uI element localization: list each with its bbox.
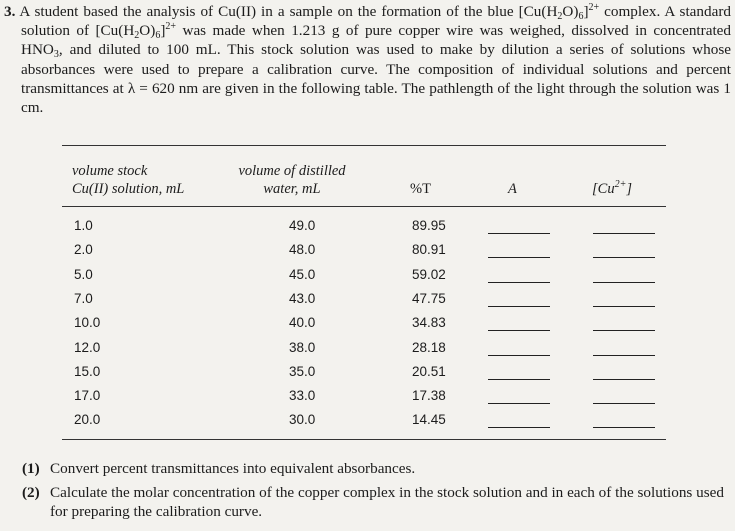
subscript: 2 [134, 30, 140, 42]
question-item [22, 459, 734, 478]
problem-text-part: O) [562, 3, 579, 20]
table-row [62, 388, 666, 412]
question-text: Convert percent transmittances into equivalent absorbances. [50, 460, 416, 477]
table-row [62, 364, 666, 388]
absorbance-answer-blank[interactable] [488, 330, 550, 331]
table-row [62, 218, 666, 242]
subscript: 3 [53, 49, 59, 61]
cell-water-volume: 40.0 [289, 315, 316, 331]
problem-text-part: complex. A standard solution of [Cu(H [21, 3, 731, 40]
header-line: volume of distilled [238, 163, 346, 179]
absorbance-answer-blank[interactable] [488, 379, 550, 380]
concentration-answer-blank[interactable] [593, 282, 655, 283]
header-line: volume stock [72, 163, 148, 179]
header-absorbance: A [508, 181, 517, 197]
superscript: 2+ [588, 2, 600, 13]
question-number: (2) [22, 484, 40, 502]
superscript: 2+ [614, 179, 627, 190]
table-row [62, 291, 666, 315]
table-row [62, 315, 666, 339]
cell-stock-volume: 5.0 [74, 266, 93, 282]
header-part: [Cu [592, 181, 615, 197]
absorbance-answer-blank[interactable] [488, 233, 550, 234]
subscript: 2 [557, 11, 563, 22]
cell-stock-volume: 2.0 [74, 242, 93, 258]
problem-text-part: , and diluted to 100 mL. This stock solution was used to make by dilution a series of solutions whose absorbances were used to prepare a calibration curve. The composition of individual solutions and percent transmittances at λ = 620 nm are given in the following table. The pathlength of the light through the solution was 1 cm. [21, 41, 731, 117]
header-line: water, mL [263, 181, 321, 197]
problem-text-part: was made when 1.213 g of pure copper wire was weighed, dissolved in concentrated HNO [21, 22, 731, 59]
concentration-answer-blank[interactable] [593, 355, 655, 356]
problem-text-part: ] [583, 3, 589, 20]
problem-number: 3. [4, 3, 16, 20]
subscript: 6 [155, 30, 161, 42]
header-concentration [592, 180, 632, 198]
cell-stock-volume: 20.0 [74, 412, 101, 428]
cell-water-volume: 30.0 [289, 412, 316, 428]
concentration-answer-blank[interactable] [593, 403, 655, 404]
table-bottom-rule [62, 439, 666, 440]
absorbance-answer-blank[interactable] [488, 282, 550, 283]
subscript: 6 [578, 11, 584, 22]
table-row [62, 242, 666, 266]
problem-text-part: ] [160, 22, 166, 40]
problem-text-part: A student based the analysis of Cu(II) in a sample on the formation of the blue [Cu(H [19, 3, 558, 20]
table-top-rule [62, 145, 666, 146]
cell-percent-t: 17.38 [412, 388, 446, 404]
header-water-volume [230, 162, 354, 198]
concentration-answer-blank[interactable] [593, 233, 655, 234]
question-item [22, 483, 734, 521]
absorbance-answer-blank[interactable] [488, 427, 550, 428]
cell-percent-t: 34.83 [412, 315, 446, 331]
cell-percent-t: 14.45 [412, 412, 446, 428]
cell-stock-volume: 7.0 [74, 290, 93, 306]
cell-stock-volume: 1.0 [74, 218, 93, 233]
cell-percent-t: 89.95 [412, 218, 446, 233]
cell-water-volume: 35.0 [289, 363, 316, 379]
cell-percent-t: 80.91 [412, 242, 446, 258]
header-percent-t: %T [410, 181, 431, 197]
question-list [22, 459, 734, 527]
concentration-answer-blank[interactable] [593, 427, 655, 428]
concentration-answer-blank[interactable] [593, 257, 655, 258]
table-row [62, 340, 666, 364]
cell-stock-volume: 12.0 [74, 339, 101, 355]
cell-water-volume: 38.0 [289, 339, 316, 355]
table-row [62, 412, 666, 436]
cell-percent-t: 20.51 [412, 363, 446, 379]
header-stock-volume [72, 162, 184, 198]
cell-water-volume: 49.0 [289, 218, 316, 233]
absorbance-answer-blank[interactable] [488, 355, 550, 356]
question-number: (1) [22, 460, 40, 477]
concentration-answer-blank[interactable] [593, 379, 655, 380]
concentration-answer-blank[interactable] [593, 306, 655, 307]
absorbance-answer-blank[interactable] [488, 403, 550, 404]
problem-statement [4, 2, 731, 117]
absorbance-answer-blank[interactable] [488, 257, 550, 258]
cell-water-volume: 48.0 [289, 242, 316, 258]
cell-percent-t: 59.02 [412, 266, 446, 282]
table-header-rule [62, 206, 666, 207]
cell-stock-volume: 15.0 [74, 363, 101, 379]
cell-water-volume: 43.0 [289, 290, 316, 306]
header-line: Cu(II) solution, mL [72, 181, 185, 197]
question-text: Calculate the molar concentration of the copper complex in the stock solution and in each of the solutions used for preparing the calibration curve. [50, 484, 724, 521]
superscript: 2+ [165, 21, 177, 33]
cell-stock-volume: 10.0 [74, 315, 101, 331]
cell-water-volume: 33.0 [289, 388, 316, 404]
problem-text-part: O) [139, 22, 156, 40]
concentration-answer-blank[interactable] [593, 330, 655, 331]
cell-stock-volume: 17.0 [74, 388, 101, 404]
absorbance-answer-blank[interactable] [488, 306, 550, 307]
header-part: ] [626, 181, 632, 197]
problem-body [4, 2, 731, 117]
table-row [62, 267, 666, 291]
cell-water-volume: 45.0 [289, 266, 316, 282]
cell-percent-t: 28.18 [412, 339, 446, 355]
cell-percent-t: 47.75 [412, 290, 446, 306]
